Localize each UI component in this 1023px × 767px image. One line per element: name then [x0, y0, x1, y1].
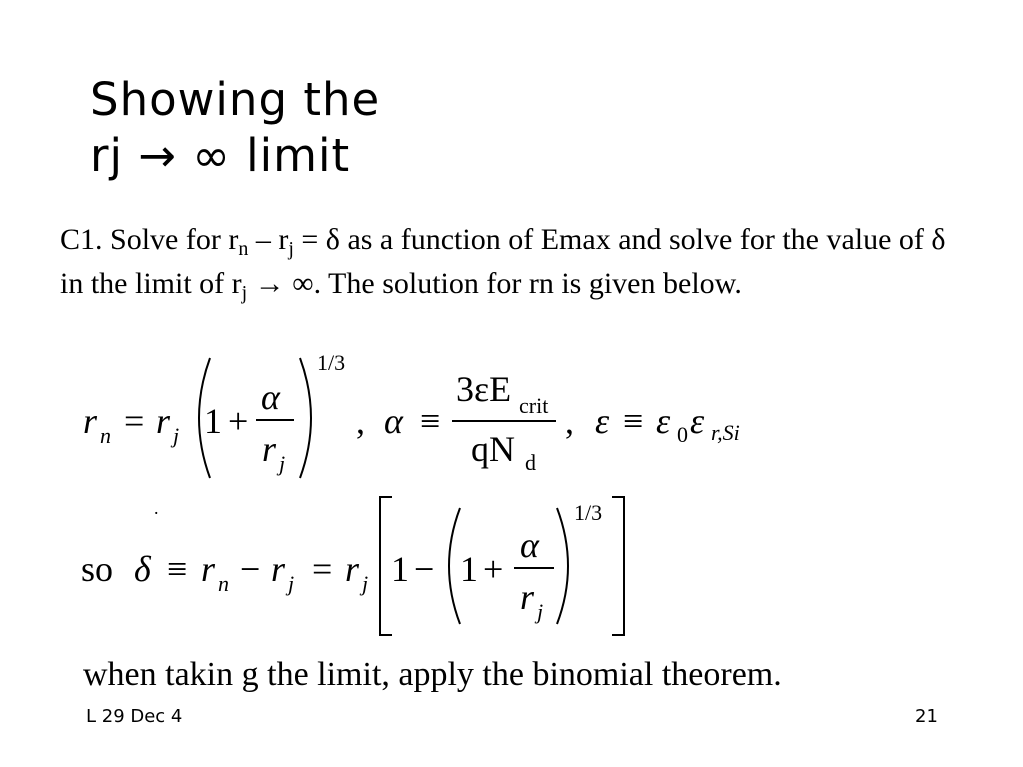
eq1-equiv: ≡: [420, 401, 441, 441]
eq2-equiv: ≡: [167, 549, 188, 589]
eq2-r2: r: [271, 549, 286, 589]
eq1-comma2: ,: [565, 401, 574, 441]
eq2-den-r: r: [520, 577, 535, 617]
eq1-den-j: j: [279, 451, 286, 476]
eq1-plus: +: [228, 401, 249, 441]
eq2-den-j: j: [537, 599, 544, 624]
eq2-r3: r: [345, 549, 360, 589]
eq2-r: r: [201, 549, 216, 589]
stray-dot: .: [154, 498, 159, 518]
eq2-equals: =: [312, 549, 333, 589]
slide-number: 21: [915, 706, 938, 727]
eq1-eps0: ε: [656, 401, 671, 441]
eq1-sub-j: j: [173, 423, 180, 448]
conclusion-text: when takin g the limit, apply the binomial theorem.: [83, 656, 782, 693]
para-text-1: C1. Solve for r: [60, 223, 239, 256]
eq2-sub-j2: j: [362, 571, 369, 596]
eq2-sub-n: n: [218, 571, 229, 596]
eq1-denominator: qN: [471, 429, 515, 469]
para-sub-j2: j: [241, 282, 248, 304]
eq2-fraction-bar: [514, 567, 554, 569]
para-text-2: – r: [248, 223, 289, 256]
eq1-comma: ,: [356, 401, 365, 441]
right-bracket: [608, 495, 628, 637]
eq1-eps: ε: [595, 401, 610, 441]
eq2-exponent: 1/3: [574, 500, 603, 525]
eq1-sub-rsi: r,Si: [711, 420, 740, 445]
para-text-4: → ∞. The solution for rn is given below.: [247, 267, 742, 300]
eq1-alpha: α: [261, 377, 280, 417]
eq2-delta: δ: [134, 549, 151, 589]
eq1-one: 1: [204, 401, 222, 441]
eq1-equiv2: ≡: [623, 401, 644, 441]
eq2-minus2: −: [414, 549, 435, 589]
eq1-r: r: [83, 401, 98, 441]
eq1-numerator: 3εE: [456, 369, 512, 409]
eq1-sub-d: d: [525, 450, 536, 475]
footer-left: L 29 Dec 4: [86, 706, 183, 727]
title-line-2: rj → ∞ limit: [90, 129, 351, 182]
para-sub-n: n: [238, 238, 249, 260]
eq1-sub-n: n: [100, 423, 111, 448]
eq2-alpha: α: [520, 525, 539, 565]
eq1-sub-0: 0: [677, 422, 688, 447]
eq2-minus: −: [240, 549, 261, 589]
eq1-eps-r: ε: [690, 401, 705, 441]
eq1-r2: r: [156, 401, 171, 441]
eq1-crit: crit: [519, 393, 549, 418]
title-line-1: Showing the: [90, 73, 381, 126]
eq1-equals: =: [124, 401, 145, 441]
eq2-plus: +: [483, 549, 504, 589]
eq2-sub-j: j: [288, 571, 295, 596]
para-text-3: = δ as a function of Emax and solve for the value of δ in the limit of r: [60, 223, 946, 300]
para-sub-j: j: [288, 238, 294, 260]
eq1-alpha2: α: [384, 401, 403, 441]
eq2-so: so: [81, 549, 114, 589]
eq2-one: 1: [391, 549, 409, 589]
eq1-exponent: 1/3: [317, 350, 346, 375]
eq1-den-r: r: [262, 429, 277, 469]
eq2-one2: 1: [460, 549, 478, 589]
